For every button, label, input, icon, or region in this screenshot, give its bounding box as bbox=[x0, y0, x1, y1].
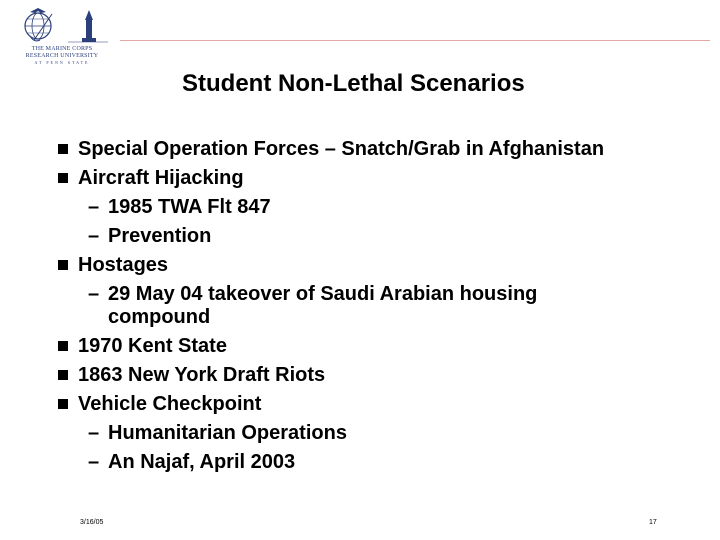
page-number: 17 bbox=[649, 519, 657, 526]
bullet-marker-icon bbox=[58, 144, 68, 154]
sub-bullet-item bbox=[88, 450, 296, 474]
sub-bullet-text: 29 May 04 takeover of Saudi Arabian housing bbox=[108, 283, 538, 305]
logo-text-line-2: RESEARCH UNIVERSITY bbox=[25, 53, 99, 59]
university-logo bbox=[8, 6, 116, 65]
title-divider bbox=[120, 40, 710, 41]
dash-marker: – bbox=[88, 283, 100, 305]
bullet-item: Special Operation Forces – Snatch/Grab in Afghanistan bbox=[78, 138, 605, 160]
dash-marker: – bbox=[88, 196, 100, 218]
slide-title: Student Non-Lethal Scenarios bbox=[182, 70, 525, 97]
bullet-item: Aircraft Hijacking bbox=[78, 167, 244, 189]
dash-marker: – bbox=[88, 422, 100, 444]
footer-date: 3/16/05 bbox=[80, 519, 104, 526]
sub-bullet-item bbox=[88, 421, 347, 445]
bullet-marker-icon bbox=[58, 341, 68, 351]
dash-marker: – bbox=[88, 451, 100, 473]
sub-bullet-text: 1985 TWA Flt 847 bbox=[108, 196, 271, 218]
bullet-marker-icon bbox=[58, 173, 68, 183]
sub-bullet-item bbox=[88, 195, 271, 219]
sub-bullet-item bbox=[88, 224, 212, 248]
bullet-item: 1863 New York Draft Riots bbox=[78, 364, 326, 386]
logo-text-line-1: THE MARINE CORPS bbox=[31, 46, 93, 52]
sub-bullet-text: An Najaf, April 2003 bbox=[108, 451, 296, 473]
bullet-marker-icon bbox=[58, 399, 68, 409]
logo-text-line-3: AT PENN STATE bbox=[34, 60, 90, 65]
bullet-item: 1970 Kent State bbox=[78, 335, 227, 357]
bullet-marker-icon bbox=[58, 260, 68, 270]
sub-bullet-continuation: compound bbox=[108, 306, 211, 328]
dash-marker: – bbox=[88, 225, 100, 247]
bullet-item: Vehicle Checkpoint bbox=[78, 393, 262, 415]
bullet-marker-icon bbox=[58, 370, 68, 380]
sub-bullet-text: Prevention bbox=[108, 225, 212, 247]
marine-corps-emblem-icon bbox=[8, 6, 116, 46]
sub-bullet-text: Humanitarian Operations bbox=[108, 422, 347, 444]
sub-bullet-item bbox=[88, 282, 538, 306]
bullet-item: Hostages bbox=[78, 254, 169, 276]
